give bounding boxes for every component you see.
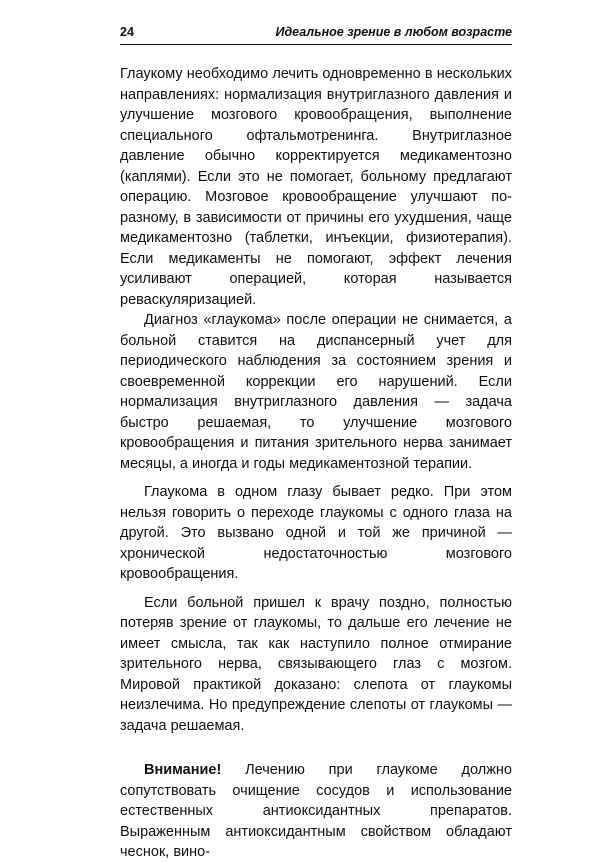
attention-text: Лечению при глаукоме должно сопутствовать очищение сосудов и использование естественных антиоксидантных препаратов. Выраженным антиоксидантным свойством обладают чеснок, вино- <box>120 762 512 860</box>
page-body <box>120 64 512 863</box>
attention-label: Внимание! <box>144 762 222 778</box>
paragraph-one-eye: Глаукома в одном глазу бывает редко. При этом нельзя говорить о переходе глаукомы с одного глаза на другой. Это вызвано одной и той же причиной — хронической недостаточностью мозгового кровообращения. <box>120 484 512 582</box>
paragraph-late-visit: Если больной пришел к врачу поздно, полностью потеряв зрение от глаукомы, то дальше его лечение не имеет смысла, так как наступило полное отмирание зрительного нерва, связывающего глаз с мозгом. Мировой практикой доказано: слепота от глаукомы неизлечима. Но предупреждение слепоты от глаукомы — задача решаемая. <box>120 594 512 734</box>
header-rule <box>120 44 512 45</box>
running-title: Идеальное зрение в любом возрасте <box>275 25 512 39</box>
paragraph-diagnosis: Диагноз «глаукома» после операции не снимается, а больной ставится на диспансерный учет для периодического наблюдения за состоянием зрения и своевременной коррекции его нарушений. Если нормализация внутриглазного давления — задача быстро решаемая, то улучшение мозгового кровообращения и питания зрительного нерва занимает месяцы, а иногда и годы медикаментозной терапии. <box>120 312 512 472</box>
page-number: 24 <box>120 25 134 39</box>
paragraph-treatment-directions: Глаукому необходимо лечить одновременно в нескольких направлениях: нормализация внутриглазного давления и улучшение мозгового кровообращения, выполнение специального офтальмотренинга. Внутриглазное давление обычно корректируется медикаментозно (каплями). Если это не помогает, больному предлагают операцию. Мозговое кровообращение улучшают по-разному, в зависимости от причины его ухудшения, чаще медикаментозно (таблетки, инъекции, физиотерапия). Если медикаменты не помогают, эффект лечения усиливают операцией, которая называется реваскуляризацией. <box>120 66 512 308</box>
attention-note <box>120 760 512 863</box>
page-header <box>120 22 512 42</box>
